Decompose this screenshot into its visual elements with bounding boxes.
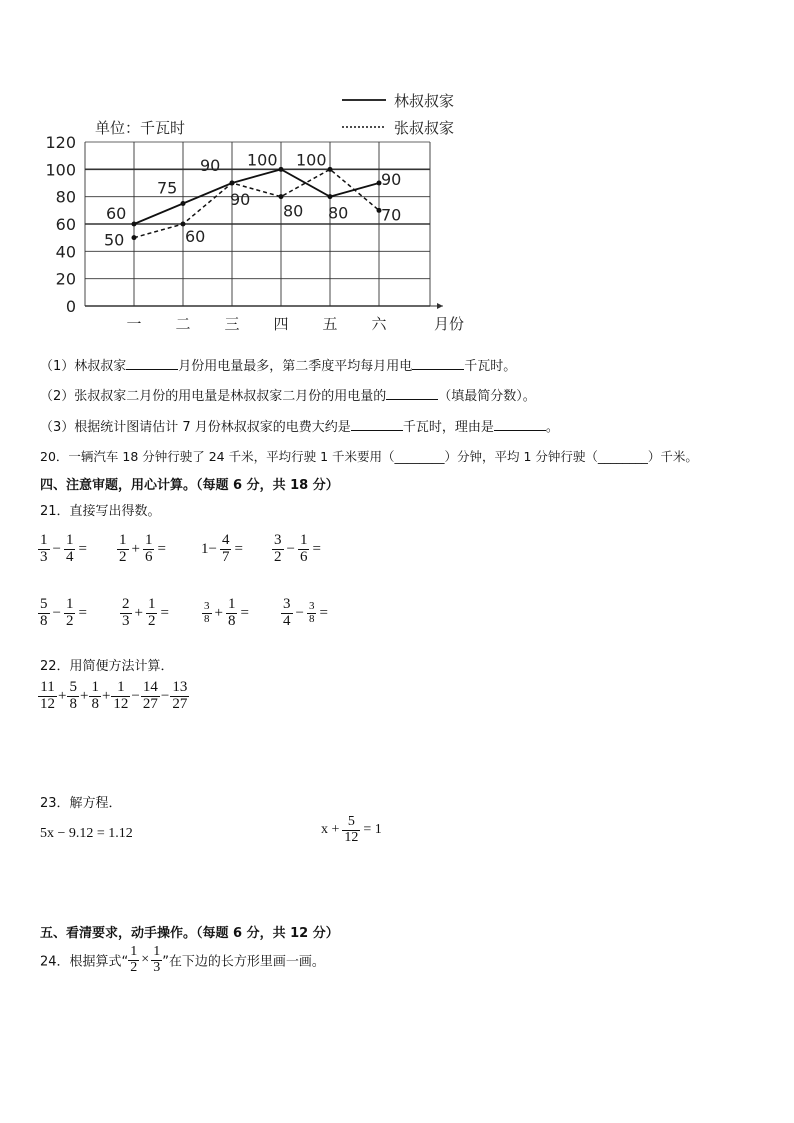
calc-2-4: $\frac{3}{4}$ − $\frac{3}{8}$ = bbox=[283, 596, 328, 629]
x-tick-label: 六 bbox=[371, 315, 387, 333]
answer-blank[interactable] bbox=[494, 418, 546, 431]
x-tick-label: 五 bbox=[322, 315, 338, 333]
data-label: 90 bbox=[381, 170, 402, 189]
data-point bbox=[181, 222, 186, 227]
data-label: 60 bbox=[106, 204, 127, 223]
unit-label: 单位：千瓦时 bbox=[95, 119, 186, 137]
legend-item-lin: 林叔叔家 bbox=[394, 92, 455, 110]
question-24: 24．根据算式“ $\frac{1}{2}$ × $\frac{1}{3}$ ”在下边的长方形里画一画。 bbox=[40, 944, 325, 975]
q19-3-text-c: 。 bbox=[545, 420, 559, 435]
q19-3-text-b: 千瓦时，理由是 bbox=[402, 420, 494, 435]
simplify-expression: $\frac{11}{12}$ + $\frac{5}{8}$ + $\frac{1}{8}$ + $\frac{1}{12}$ − $\frac{14}{27}$ − $\frac{13}{27}$ bbox=[40, 679, 188, 712]
data-label: 80 bbox=[283, 201, 304, 221]
equation-2: x + $\frac{5}{12}$ = 1 bbox=[318, 815, 385, 845]
data-label: 100 bbox=[247, 150, 278, 170]
q19-1-text-b: 月份用电量最多，第二季度平均每月用电 bbox=[178, 359, 413, 374]
data-labels bbox=[104, 150, 401, 249]
legend-item-zhang: 张叔叔家 bbox=[394, 119, 455, 137]
y-tick-label: 40 bbox=[55, 242, 76, 262]
equation-2-right: = 1 bbox=[363, 822, 382, 838]
q24-text-a: 24．根据算式“ bbox=[40, 954, 129, 970]
x-tick-label: 二 bbox=[175, 315, 191, 333]
section-4-title: 四、注意审题，用心计算。（每题 6 分，共 18 分） bbox=[40, 478, 339, 493]
calc-2-1: $\frac{5}{8}$ − $\frac{1}{2}$ = bbox=[40, 596, 87, 629]
answer-blank[interactable] bbox=[351, 418, 403, 431]
question-22: 22．用简便方法计算． bbox=[40, 659, 174, 674]
x-tick-label: 一 bbox=[126, 315, 142, 333]
data-point bbox=[328, 167, 333, 172]
data-point bbox=[230, 181, 235, 186]
y-tick-label: 100 bbox=[45, 160, 76, 180]
equation-2-left: x + bbox=[321, 822, 340, 838]
calc-1-4: $\frac{3}{2}$ − $\frac{1}{6}$ = bbox=[274, 532, 321, 565]
data-point bbox=[279, 194, 284, 199]
question-23: 23．解方程． bbox=[40, 796, 122, 811]
data-label: 90 bbox=[200, 156, 221, 175]
q19-1-text-a: （1）林叔叔家 bbox=[40, 359, 127, 374]
calc-2-2: $\frac{2}{3}$ + $\frac{1}{2}$ = bbox=[122, 596, 169, 629]
y-tick-label: 0 bbox=[65, 297, 76, 316]
x-tick-label: 三 bbox=[224, 315, 240, 333]
data-label: 75 bbox=[157, 178, 178, 198]
x-tick-label: 四 bbox=[273, 315, 289, 333]
y-tick-label: 60 bbox=[55, 215, 76, 234]
q19-3-text-a: （3）根据统计图请估计 7 月份林叔叔家的电费大约是 bbox=[40, 420, 351, 435]
x-axis-arrowhead bbox=[437, 303, 443, 309]
q19-2-text-a: （2）张叔叔家二月份的用电量是林叔叔家二月份的用电量的 bbox=[40, 389, 387, 404]
x-axis-ticks bbox=[126, 315, 387, 333]
line-chart bbox=[0, 80, 794, 340]
question-20: 20．一辆汽车 18 分钟行驶了 24 千米，平均行驶 1 千米要用（________）分钟，平均 1 分钟行驶（________）千米。 bbox=[40, 449, 698, 464]
data-label: 50 bbox=[104, 230, 125, 250]
data-label: 100 bbox=[296, 150, 327, 170]
question-19-1 bbox=[40, 355, 516, 374]
y-tick-label: 20 bbox=[55, 269, 76, 289]
question-19-3 bbox=[40, 416, 559, 435]
y-tick-label: 80 bbox=[55, 187, 76, 207]
y-axis-ticks bbox=[45, 133, 76, 316]
x-axis-label: 月份 bbox=[434, 315, 465, 333]
q19-1-text-c: 千瓦时。 bbox=[464, 359, 517, 374]
y-tick-label: 120 bbox=[45, 133, 76, 152]
answer-blank[interactable] bbox=[386, 387, 438, 400]
answer-blank[interactable] bbox=[126, 357, 178, 370]
section-5-title: 五、看清要求，动手操作。（每题 6 分，共 12 分） bbox=[40, 926, 339, 941]
data-point bbox=[328, 194, 333, 199]
data-point bbox=[132, 235, 137, 240]
data-point bbox=[279, 167, 284, 172]
calc-1-1: $\frac{1}{3}$ − $\frac{1}{4}$ = bbox=[40, 532, 87, 565]
calc-1-3: 1− $\frac{4}{7}$ = bbox=[201, 532, 243, 565]
q24-text-b: ”在下边的长方形里画一画。 bbox=[162, 954, 325, 970]
data-label: 70 bbox=[381, 205, 402, 225]
legend bbox=[342, 92, 454, 137]
data-label: 90 bbox=[230, 190, 251, 209]
question-19-2 bbox=[40, 385, 536, 404]
question-21: 21．直接写出得数。 bbox=[40, 504, 161, 519]
data-label: 80 bbox=[328, 203, 349, 223]
equation-1: 5x − 9.12 = 1.12 bbox=[40, 826, 133, 841]
answer-blank[interactable] bbox=[412, 357, 464, 370]
data-point bbox=[132, 222, 137, 227]
calc-2-3: $\frac{3}{8}$ + $\frac{1}{8}$ = bbox=[204, 596, 249, 629]
calc-1-2: $\frac{1}{2}$ + $\frac{1}{6}$ = bbox=[119, 532, 166, 565]
data-point bbox=[181, 201, 186, 206]
q19-2-text-b: （填最简分数）。 bbox=[438, 389, 536, 404]
data-label: 60 bbox=[185, 227, 206, 246]
